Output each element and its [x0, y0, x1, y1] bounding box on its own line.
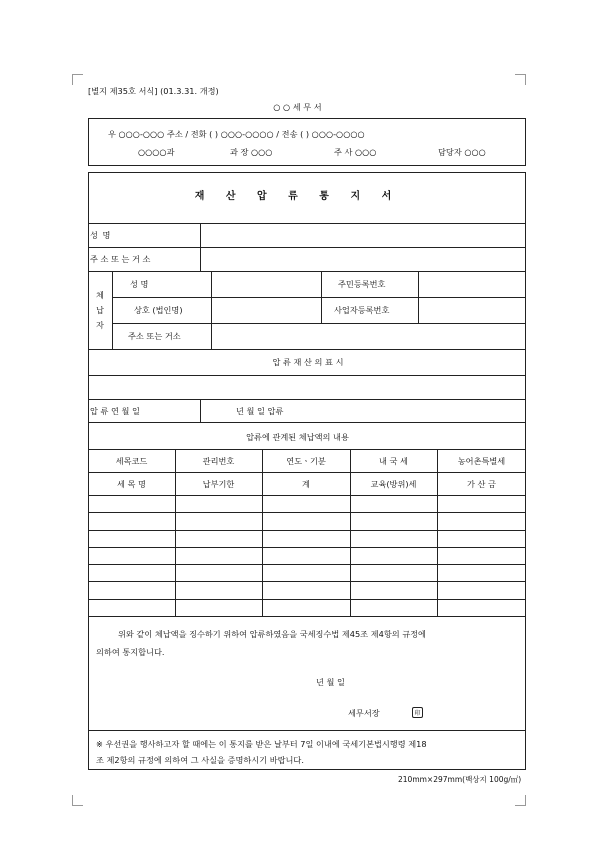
issue-date: 년 월 일 [316, 677, 345, 687]
column-header: 연도ㆍ기분 [286, 456, 326, 466]
rule [88, 730, 526, 731]
rule [112, 271, 113, 349]
rule [350, 449, 351, 616]
column-header: 교육(방위)세 [370, 479, 417, 489]
business-number-label: 사업자등록번호 [334, 305, 390, 315]
seal-mark: 印 [412, 707, 423, 718]
rule [321, 271, 322, 323]
form-reference: [별지 제35호 서식] (01.3.31. 개정) [88, 86, 219, 96]
rule [200, 399, 201, 422]
rule [418, 271, 419, 323]
rrn-label: 주민등록번호 [338, 279, 386, 289]
rule [88, 349, 526, 350]
notice-text-2: 의하여 통지합니다. [96, 647, 165, 657]
rule [88, 599, 526, 600]
crop-mark-bottom-right [515, 795, 526, 806]
officer: 주 사 ○○○ [334, 147, 377, 157]
column-header: 농어촌특별세 [457, 456, 506, 466]
contact-line: 우 ○○○-○○○ 주소 / 전화 ( ) ○○○-○○○○ / 전송 ( ) ○○○-○○○○ [108, 129, 365, 139]
rule [88, 581, 526, 582]
taxpayer-label-1: 체 [96, 290, 104, 300]
seizure-date-label: 압 류 연 월 일 [90, 406, 140, 416]
rule [88, 422, 526, 423]
rule [200, 223, 201, 271]
rule [88, 547, 526, 548]
rule [112, 323, 526, 324]
rule [88, 512, 526, 513]
rule [88, 530, 526, 531]
seized-property-label: 압 류 재 산 의 표 시 [272, 357, 344, 367]
rule [437, 449, 438, 616]
column-header: 관리번호 [202, 456, 235, 466]
paper-spec: 210mm×297mm(백상지 100g/㎡) [398, 775, 522, 784]
column-header: 세 목 명 [117, 479, 146, 489]
column-header: 납부기한 [202, 479, 235, 489]
seizure-date-value: 년 월 일 압류 [236, 406, 284, 416]
company-label: 상호 (법인명) [134, 305, 183, 315]
crop-mark-top-right [515, 74, 526, 85]
column-header: 세목코드 [115, 456, 148, 466]
crop-mark-bottom-left [72, 795, 83, 806]
rule [88, 271, 526, 272]
rule [175, 449, 176, 616]
rule [211, 271, 212, 349]
rule [88, 449, 526, 450]
rule [88, 247, 526, 248]
rule [262, 449, 263, 616]
column-header: 계 [302, 479, 310, 489]
signer-title: 세무서장 [348, 708, 380, 718]
notice-text-1: 위와 같이 체납액을 징수하기 위하여 압류하였음을 국세징수법 제45조 제4항의 규정에 [118, 629, 426, 639]
address-label: 주 소 또 는 거 소 [90, 254, 151, 264]
rule [88, 399, 526, 400]
column-header: 가 산 금 [467, 479, 496, 489]
taxpayer-address-label: 주소 또는 거소 [128, 331, 181, 341]
rule [88, 616, 526, 617]
rule [112, 297, 526, 298]
rule [88, 495, 526, 496]
footnote-1: ※ 우선권을 행사하고자 할 때에는 이 통지를 받은 날부터 7일 이내에 국세기본법시행령 제18 [96, 739, 427, 749]
taxpayer-name-label: 성 명 [130, 279, 149, 289]
arrears-heading: 압류에 관계된 체납액의 내용 [246, 432, 349, 442]
name-label: 성 명 [90, 230, 112, 240]
column-header: 내 국 세 [379, 456, 408, 466]
taxpayer-label-2: 납 [96, 305, 104, 315]
staff-in-charge: 담당자 ○○○ [438, 147, 486, 157]
form-title: 재 산 압 류 통 지 서 [194, 191, 401, 202]
footnote-2: 조 제2항의 규정에 의하여 그 사실을 증명하시기 바랍니다. [96, 755, 304, 765]
rule [88, 223, 526, 224]
taxpayer-label-3: 자 [96, 320, 104, 330]
contact-box [88, 118, 526, 166]
rule [88, 375, 526, 376]
department: ○○○○과 [138, 147, 175, 157]
rule [88, 564, 526, 565]
crop-mark-top-left [72, 74, 83, 85]
notice-form [88, 172, 526, 770]
rule [88, 472, 526, 473]
tax-office-name: ○ ○ 세 무 서 [273, 102, 322, 112]
section-chief: 과 장 ○○○ [230, 147, 273, 157]
